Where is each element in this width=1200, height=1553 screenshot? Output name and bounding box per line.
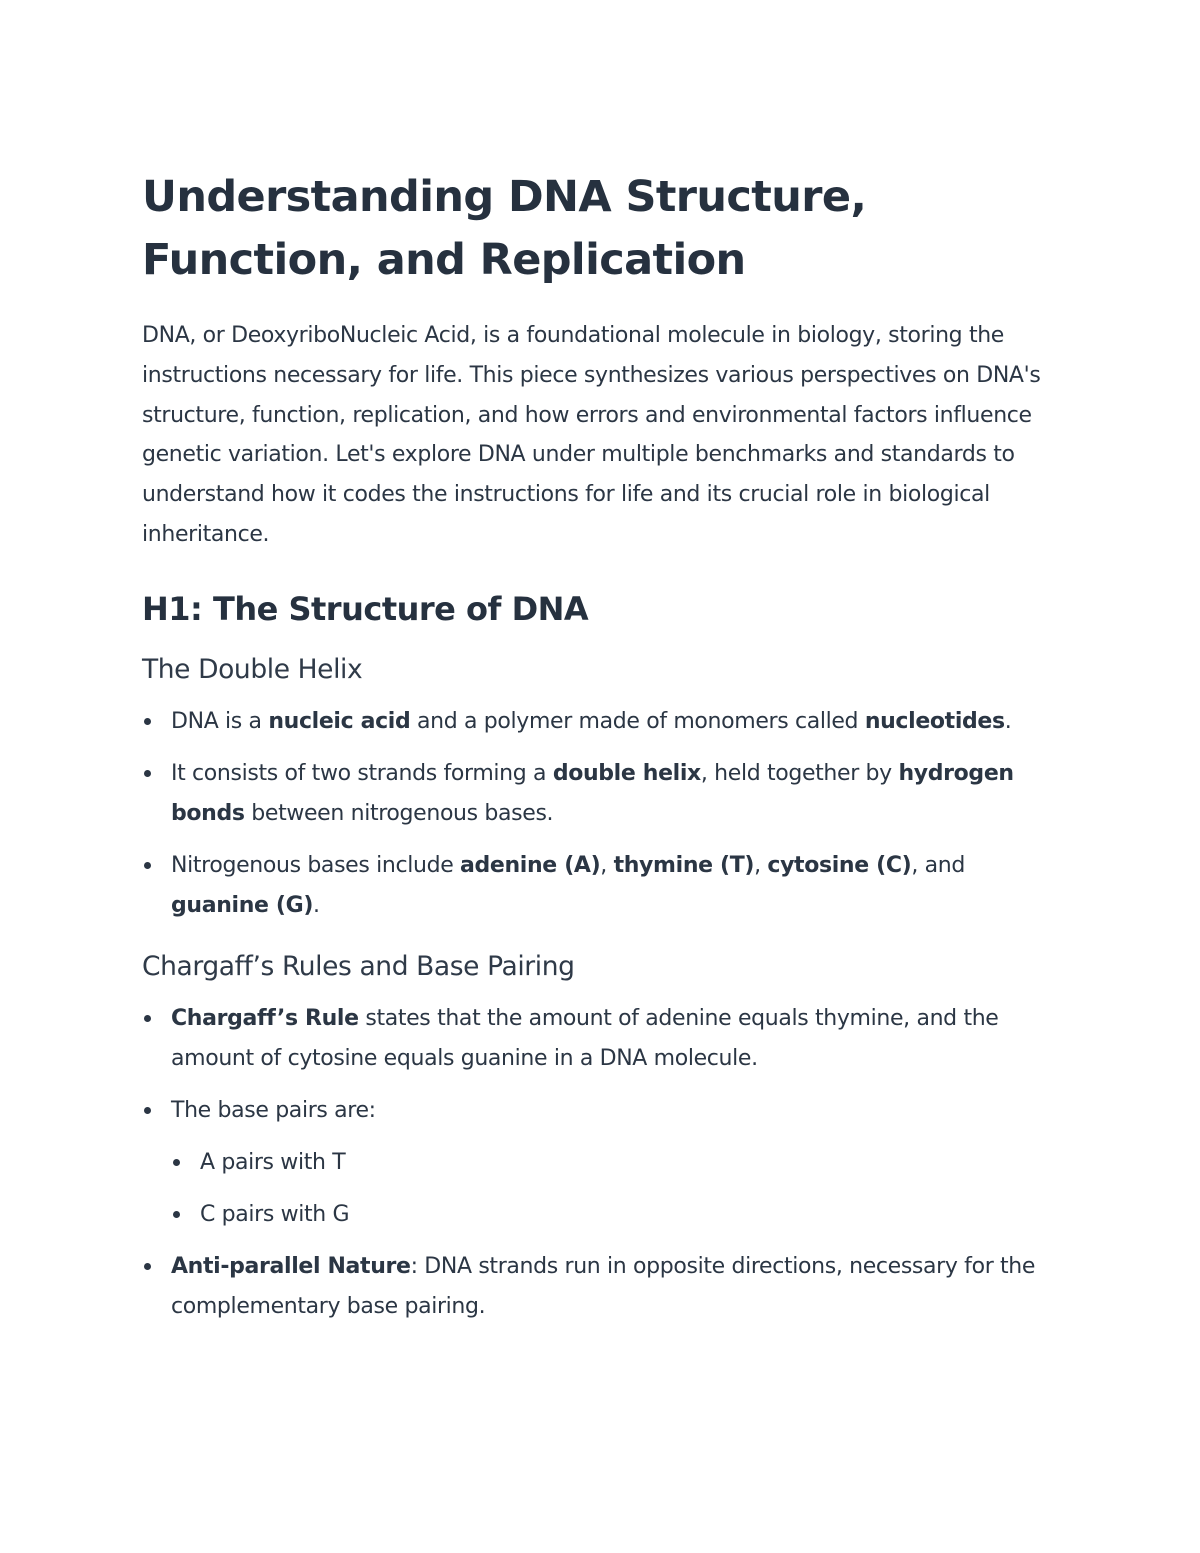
subheading-double-helix: The Double Helix bbox=[142, 653, 363, 685]
list-item: Nitrogenous bases include adenine (A), thymine (T), cytosine (C), and guanine (G). bbox=[142, 846, 1067, 926]
bullet-icon bbox=[173, 1159, 180, 1166]
sublist-item: C pairs with G bbox=[171, 1195, 1067, 1235]
list-item: It consists of two strands forming a double helix, held together by hydrogen bonds between nitrogenous bases. bbox=[142, 754, 1067, 834]
bullet-icon bbox=[144, 1263, 151, 1270]
bullet-icon bbox=[144, 862, 151, 869]
chargaff-list bbox=[142, 999, 1067, 1327]
bullet-icon bbox=[144, 718, 151, 725]
bullet-icon bbox=[144, 1015, 151, 1022]
base-pairs-sublist bbox=[171, 1143, 1067, 1235]
subheading-chargaff: Chargaff’s Rules and Base Pairing bbox=[142, 950, 575, 982]
bullet-icon bbox=[144, 1107, 151, 1114]
list-item: The base pairs are: A pairs with T C pairs with G bbox=[142, 1091, 1067, 1235]
list-item: Chargaff’s Rule states that the amount of adenine equals thymine, and the amount of cytosine equals guanine in a DNA molecule. bbox=[142, 999, 1067, 1079]
list-item: Anti-parallel Nature: DNA strands run in opposite directions, necessary for the complementary base pairing. bbox=[142, 1247, 1067, 1327]
bullet-icon bbox=[144, 770, 151, 777]
page-title: Understanding DNA Structure, Function, and Replication bbox=[142, 172, 867, 285]
list-item: DNA is a nucleic acid and a polymer made of monomers called nucleotides. bbox=[142, 702, 1067, 742]
bullet-icon bbox=[173, 1211, 180, 1218]
intro-paragraph: DNA, or DeoxyriboNucleic Acid, is a foundational molecule in biology, storing the instructions necessary for life. This piece synthesizes various perspectives on DNA's structure, function, replication, and how errors and environmental factors influence genetic variation. Let's explore DNA under multiple benchmarks and standards to understand how it codes the instructions for life and its crucial role in biological inheritance. bbox=[142, 323, 1041, 547]
double-helix-list bbox=[142, 702, 1067, 926]
section-heading-structure: H1: The Structure of DNA bbox=[142, 589, 589, 628]
document-page bbox=[142, 166, 1067, 1349]
sublist-item: A pairs with T bbox=[171, 1143, 1067, 1183]
